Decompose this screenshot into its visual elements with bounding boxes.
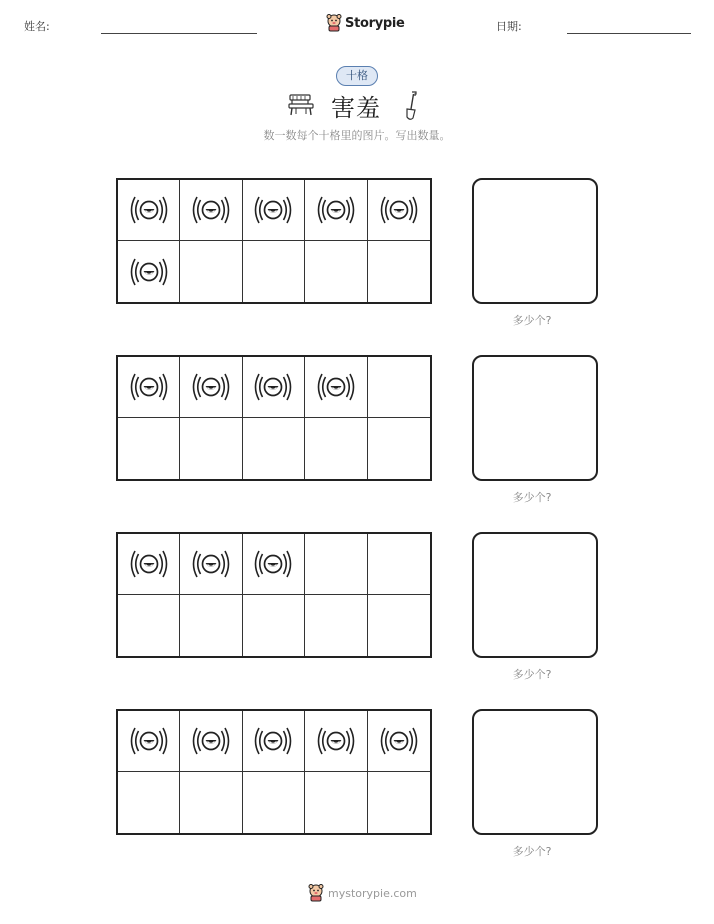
ten-frame-cell <box>180 241 242 302</box>
ten-frame-cell <box>243 772 305 833</box>
ten-frame-cell <box>305 711 367 772</box>
ten-frame-cell <box>368 241 430 302</box>
date-label: 日期: <box>496 20 522 33</box>
ten-frame-cell <box>368 772 430 833</box>
shy-face-icon <box>126 721 172 761</box>
bench-icon <box>287 93 315 117</box>
ten-frame-cell <box>180 711 242 772</box>
ten-frame-badge: 十格 <box>336 66 378 86</box>
ten-frame-cell <box>243 418 305 479</box>
ten-frame-cell <box>180 180 242 241</box>
ten-frame-cell <box>243 180 305 241</box>
footer <box>308 884 417 902</box>
ten-frame <box>116 709 432 835</box>
ten-frame-cell <box>180 357 242 418</box>
shy-face-icon <box>250 190 296 230</box>
shy-face-icon <box>313 190 359 230</box>
ten-frame-cell <box>118 711 180 772</box>
answer-box[interactable] <box>472 178 598 304</box>
shy-face-icon <box>126 544 172 584</box>
ten-frame-cell <box>243 711 305 772</box>
ten-frame-cell <box>118 418 180 479</box>
shy-face-icon <box>376 721 422 761</box>
ten-frame-cell <box>180 418 242 479</box>
name-line <box>101 33 257 34</box>
shy-face-icon <box>250 721 296 761</box>
ten-frame-cell <box>118 534 180 595</box>
instruction-text: 数一数每个十格里的图片。写出数量。 <box>263 129 451 142</box>
how-many-label: 多少个? <box>512 491 552 504</box>
ten-frame-cell <box>243 357 305 418</box>
shy-face-icon <box>313 721 359 761</box>
shy-face-icon <box>250 544 296 584</box>
brand-logo <box>326 12 405 34</box>
ten-frame <box>116 178 432 304</box>
ten-frame <box>116 532 432 658</box>
shy-face-icon <box>126 252 172 292</box>
ten-frame-cell <box>118 241 180 302</box>
ten-frame-cell <box>118 772 180 833</box>
ten-frame-cell <box>305 180 367 241</box>
ten-frame-cell <box>368 180 430 241</box>
ten-frame-cell <box>118 357 180 418</box>
shovel-icon <box>401 90 421 122</box>
ten-frame-cell <box>243 534 305 595</box>
ten-frame-cell <box>368 534 430 595</box>
shy-face-icon <box>188 544 234 584</box>
page-title: 害羞 <box>331 94 381 122</box>
shy-face-icon <box>188 190 234 230</box>
shy-face-icon <box>188 721 234 761</box>
ten-frame-cell <box>180 534 242 595</box>
shy-face-icon <box>376 190 422 230</box>
answer-box[interactable] <box>472 532 598 658</box>
ten-frame-cell <box>368 595 430 656</box>
ten-frame-cell <box>305 772 367 833</box>
how-many-label: 多少个? <box>512 668 552 681</box>
ten-frame-cell <box>305 418 367 479</box>
how-many-label: 多少个? <box>512 845 552 858</box>
ten-frame-cell <box>305 534 367 595</box>
ten-frame-cell <box>368 711 430 772</box>
ten-frame-cell <box>305 357 367 418</box>
date-line <box>567 33 691 34</box>
brand-name: Storypie <box>345 15 405 31</box>
ten-frame-cell <box>368 418 430 479</box>
ten-frame-cell <box>118 595 180 656</box>
ten-frame-cell <box>305 595 367 656</box>
answer-box[interactable] <box>472 709 598 835</box>
shy-face-icon <box>126 367 172 407</box>
ten-frame-cell <box>243 241 305 302</box>
answer-box[interactable] <box>472 355 598 481</box>
ten-frame-cell <box>118 180 180 241</box>
shy-face-icon <box>188 367 234 407</box>
ten-frame <box>116 355 432 481</box>
how-many-label: 多少个? <box>512 314 552 327</box>
name-label: 姓名: <box>24 20 50 33</box>
ten-frame-cell <box>180 595 242 656</box>
footer-url: mystorypie.com <box>328 886 417 900</box>
shy-face-icon <box>250 367 296 407</box>
shy-face-icon <box>313 367 359 407</box>
ten-frame-cell <box>243 595 305 656</box>
ten-frame-cell <box>368 357 430 418</box>
ten-frame-cell <box>305 241 367 302</box>
shy-face-icon <box>126 190 172 230</box>
ten-frame-cell <box>180 772 242 833</box>
storypie-mascot-icon <box>308 884 324 902</box>
storypie-mascot-icon <box>326 14 342 32</box>
